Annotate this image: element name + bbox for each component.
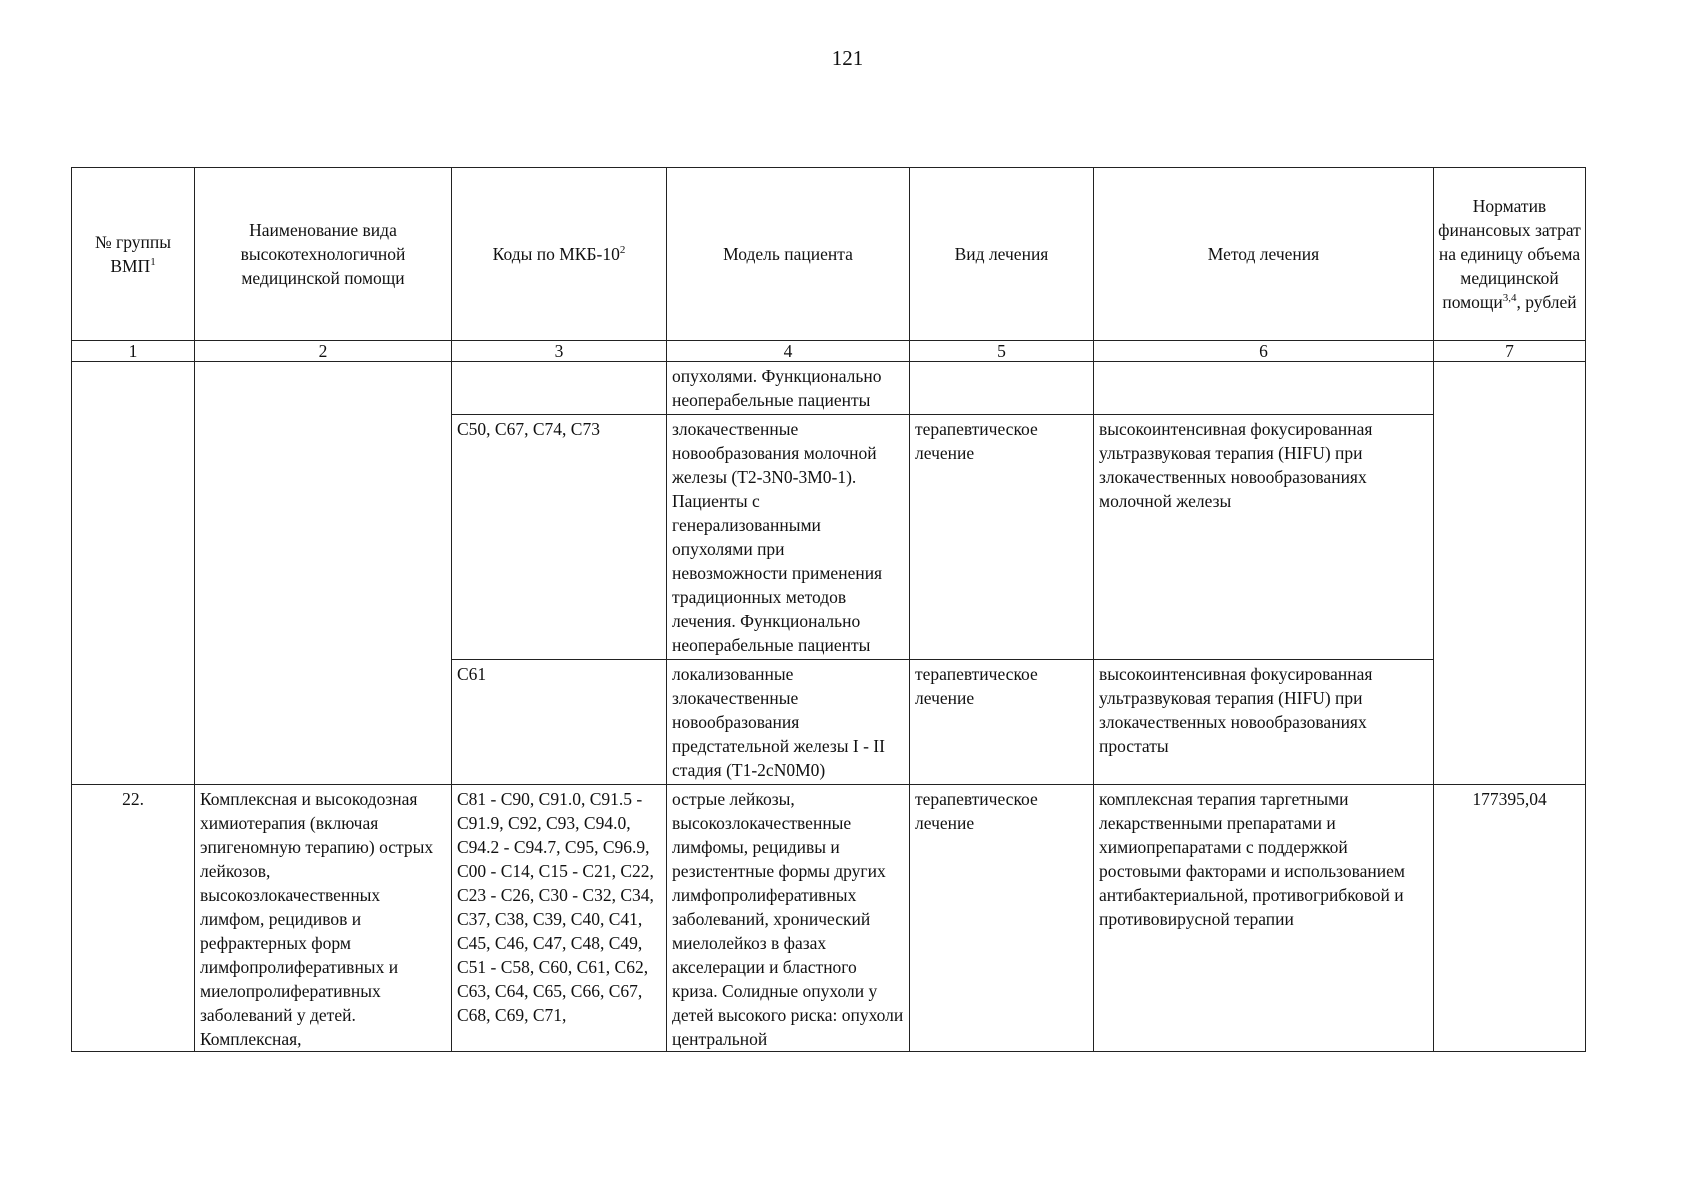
header-care-type-name: Наименование вида высокотехнологичной медицинской помощи (195, 168, 452, 341)
treatment-method-cell: высокоинтенсивная фокусированная ультразвуковая терапия (HIFU) при злокачественных новообразованиях молочной железы (1094, 415, 1434, 660)
table-header-row (72, 168, 1586, 341)
column-number: 5 (910, 341, 1094, 362)
page-number: 121 (831, 46, 864, 70)
patient-model-cell: опухолями. Функционально неоперабельные пациенты (667, 362, 910, 415)
treatment-method-cell (1094, 362, 1434, 415)
table-row-group-22 (72, 785, 1586, 1052)
group-number-cell (72, 362, 195, 785)
icd-codes-cell: C50, C67, C74, C73 (452, 415, 667, 660)
vmp-table (71, 167, 1586, 1052)
column-number: 4 (667, 341, 910, 362)
treatment-type-cell (910, 362, 1094, 415)
table-row (72, 362, 1586, 415)
icd-codes-cell: C81 - C90, C91.0, C91.5 - C91.9, C92, C93, C94.0, C94.2 - C94.7, C95, C96.9, C00 - C14, C15 - C21, C22, C23 - C26, C30 - C32, C34, C37, C38, C39, C40, C41, C45, C46, C47, C48, C49, C51 - C58, C60, C61, C62, C63, C64, C65, C66, C67, C68, C69, C71, (452, 785, 667, 1052)
treatment-type-cell: терапевтическое лечение (910, 660, 1094, 785)
header-patient-model: Модель пациента (667, 168, 910, 341)
header-treatment-type: Вид лечения (910, 168, 1094, 341)
header-icd-codes: Коды по МКБ-$10^2$ (452, 168, 667, 341)
treatment-type-cell: терапевтическое лечение (910, 785, 1094, 1052)
care-type-name-cell: Комплексная и высокодозная химиотерапия (включая эпигеномную терапию) острых лейкозов, высокозлокачественных лимфом, рецидивов и рефрактерных форм лимфопролиферативных и миелопролиферативных заболеваний у детей. Комплексная, (195, 785, 452, 1052)
treatment-method-cell: высокоинтенсивная фокусированная ультразвуковая терапия (HIFU) при злокачественных новообразованиях простаты (1094, 660, 1434, 785)
patient-model-cell: локализованные злокачественные новообразования предстательной железы I - II стадия (T1-2cN0M0) (667, 660, 910, 785)
treatment-type-cell: терапевтическое лечение (910, 415, 1094, 660)
cost-cell (1434, 362, 1586, 785)
column-number: 7 (1434, 341, 1586, 362)
patient-model-cell: злокачественные новообразования молочной железы (T2-3N0-3M0-1). Пациенты с генерализованными опухолями при невозможности применения традиционных методов лечения. Функционально неоперабельные пациенты (667, 415, 910, 660)
care-type-name-cell (195, 362, 452, 785)
column-number: 2 (195, 341, 452, 362)
column-number: 1 (72, 341, 195, 362)
header-cost-standard: Норматив финансовых затрат на единицу объема медицинской помощи$^{3,4}$, рублей (1434, 168, 1586, 341)
header-group-number: № группы ВМП$^1$ (72, 168, 195, 341)
cost-cell: 177395,04 (1434, 785, 1586, 1052)
column-number: 3 (452, 341, 667, 362)
icd-codes-cell (452, 362, 667, 415)
column-number: 6 (1094, 341, 1434, 362)
treatment-method-cell: комплексная терапия таргетными лекарственными препаратами и химиопрепаратами с поддержкой ростовыми факторами и использованием антибактериальной, противогрибковой и противовирусной терапии (1094, 785, 1434, 1052)
column-number-row (72, 341, 1586, 362)
icd-codes-cell: C61 (452, 660, 667, 785)
group-number-cell: 22. (72, 785, 195, 1052)
patient-model-cell: острые лейкозы, высокозлокачественные лимфомы, рецидивы и резистентные формы других лимфопролиферативных заболеваний, хронический миелолейкоз в фазах акселерации и бластного криза. Солидные опухоли у детей высокого риска: опухоли центральной (667, 785, 910, 1052)
header-treatment-method: Метод лечения (1094, 168, 1434, 341)
